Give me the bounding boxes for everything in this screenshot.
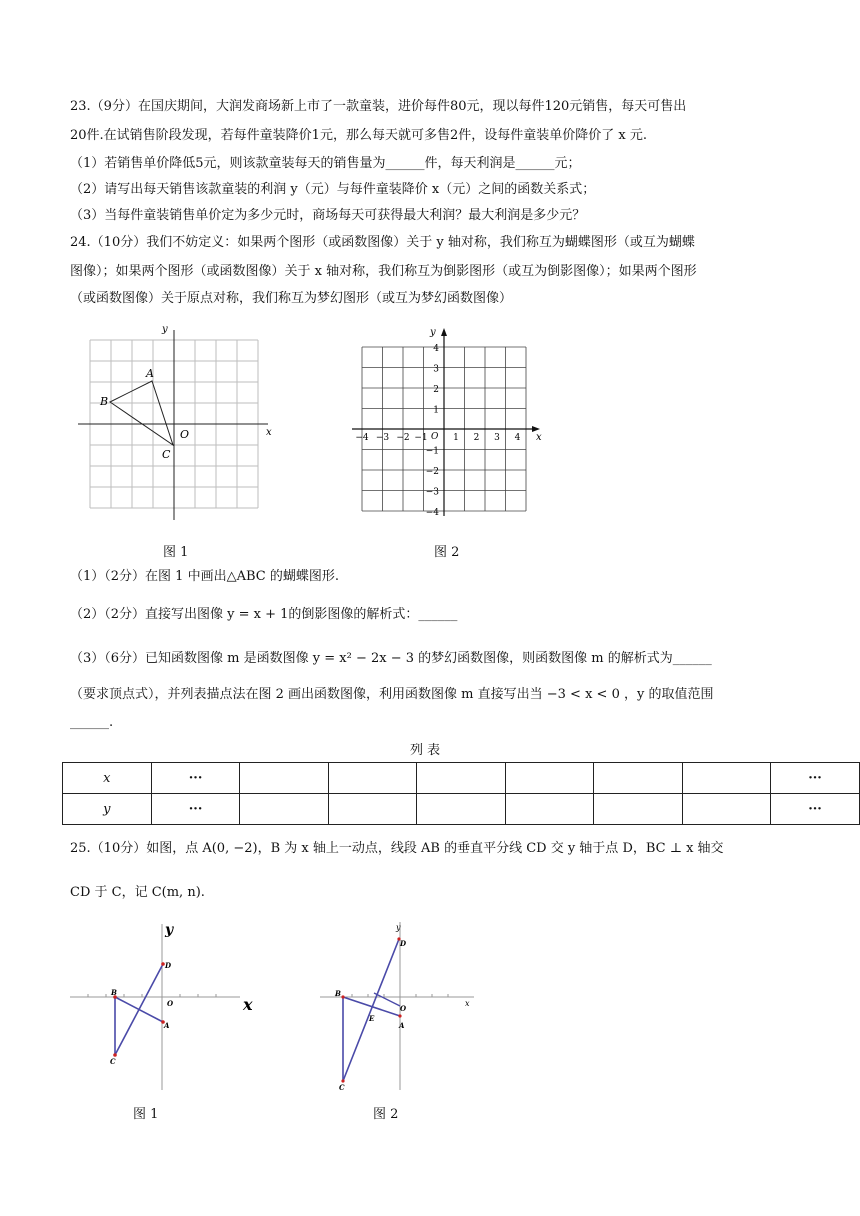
q25f2-label-b: B [335, 989, 341, 998]
q25f1-label-o: O [167, 999, 174, 1008]
q25f1-label-x: x [243, 995, 253, 1014]
q25f2-label-x: x [465, 999, 470, 1008]
q25-intro-line2: CD 于 C，记 C(m, n). [70, 885, 205, 900]
fig2-ytick-label: 4 [433, 344, 439, 354]
fig1-label-x: x [266, 427, 272, 438]
table-cell [240, 763, 328, 794]
table-cell [417, 794, 505, 825]
q24-figure1 [70, 320, 290, 530]
q24-figure2 [340, 320, 550, 525]
table-cell [417, 763, 505, 794]
table-cell: x [63, 763, 152, 794]
q24-fig1-caption: 图 1 [163, 545, 189, 560]
fig2-y-arrow [441, 328, 447, 336]
q24-part1: （1）（2分）在图 1 中画出△ABC 的蝴蝶图形. [70, 569, 339, 584]
table-cell [682, 794, 770, 825]
q25-figure1 [68, 918, 268, 1098]
q24-part3-line2: （要求顶点式），并列表描点法在图 2 画出函数图像，利用函数图像 m 直接写出当 −3 < x < 0 ，y 的取值范围 [70, 687, 714, 702]
q25f2-label-c: C [339, 1083, 345, 1092]
q25-fig2-caption: 图 2 [373, 1107, 399, 1122]
q25f2-label-y: y [396, 923, 401, 932]
q24-part3-line3: ______. [70, 715, 114, 730]
fig2-label-y: y [430, 327, 436, 338]
fig2-ytick-label: −3 [425, 487, 439, 498]
table-cell: ··· [771, 794, 860, 825]
q25f1-label-y: y [165, 922, 174, 938]
fig2-ytick-label: −1 [425, 446, 439, 457]
q25-intro-line1: 25.（10分）如图，点 A(0, −2)，B 为 x 轴上一动点，线段 AB 的垂直平分线 CD 交 y 轴于点 D，BC ⊥ x 轴交 [70, 841, 724, 856]
table-row-x [63, 763, 860, 794]
fig2-xtick-label: 4 [514, 433, 521, 443]
q25f2-label-e: E [369, 1014, 375, 1023]
fig2-xtick-label: 2 [473, 433, 480, 443]
table-cell: ··· [151, 794, 240, 825]
q25f2-label-d: D [400, 939, 407, 948]
table-cell: y [63, 794, 152, 825]
fig2-xtick-label: 1 [453, 433, 459, 443]
q25f1-label-c: C [110, 1057, 116, 1066]
fig1-label-o: O [180, 428, 190, 441]
table-cell [505, 794, 593, 825]
table-row-y [63, 794, 860, 825]
q23-intro-line2: 20件.在试销售阶段发现，若每件童装降价1元，那么每天就可多售2件，设每件童装单价降价了 x 元. [70, 128, 647, 143]
fig1-label-c: C [162, 448, 171, 461]
fig2-xtick-label: −4 [355, 433, 369, 443]
fig2-label-o: O [431, 432, 439, 442]
fig2-xtick-label: −3 [375, 433, 390, 443]
fig1-label-a: A [146, 367, 154, 380]
fig2-xtick-label: 3 [494, 433, 500, 443]
fig2-ytick-label: 3 [433, 364, 439, 375]
q24-value-table [62, 762, 860, 825]
fig2-label-x: x [536, 432, 542, 443]
q25-figure2 [316, 918, 486, 1098]
table-cell: ··· [771, 763, 860, 794]
q25f2-segment-cd [343, 939, 399, 1081]
q25f1-segment-ba [115, 997, 163, 1022]
q23-part1: （1）若销售单价降低5元，则该款童装每天的销售量为______件，每天利润是______元； [70, 156, 581, 171]
fig2-ytick-label: 1 [433, 405, 439, 416]
table-cell [594, 794, 682, 825]
fig2-xtick-label: −1 [414, 433, 428, 443]
table-cell [240, 794, 328, 825]
fig1-label-y: y [162, 324, 168, 335]
q24-intro-line3: （或函数图像）关于原点对称，我们称互为梦幻图形（或互为梦幻函数图像） [70, 291, 513, 306]
q25f2-segment-e [374, 993, 400, 1006]
q25f2-label-a: A [399, 1021, 405, 1030]
q25f2-label-o: O [400, 1004, 407, 1013]
q25-fig1-caption: 图 1 [133, 1107, 159, 1122]
q23-part2: （2）请写出每天销售该款童装的利润 y（元）与每件童装降价 x（元）之间的函数关系式； [70, 182, 596, 197]
fig2-ytick-label: 2 [433, 385, 439, 395]
q24-fig2-caption: 图 2 [434, 545, 460, 560]
q23-intro-line1: 23.（9分）在国庆期间，大润发商场新上市了一款童装，进价每件80元，现以每件120元销售，每天可售出 [70, 99, 687, 114]
fig2-ytick-label: −2 [425, 467, 439, 477]
fig1-triangle-abc [110, 381, 173, 445]
table-cell [328, 763, 416, 794]
q25f1-label-a: A [164, 1021, 170, 1030]
table-cell [682, 763, 770, 794]
table-cell [328, 794, 416, 825]
table-cell [594, 763, 682, 794]
q24-table-title: 列 表 [410, 743, 441, 758]
q24-intro-line1: 24.（10分）我们不妨定义：如果两个图形（或函数图像）关于 y 轴对称，我们称互为蝴蝶图形（或互为蝴蝶 [70, 235, 695, 250]
table-cell: ··· [151, 763, 240, 794]
table-cell [505, 763, 593, 794]
fig2-ytick-label: −4 [425, 508, 439, 518]
q24-intro-line2: 图像）；如果两个图形（或函数图像）关于 x 轴对称，我们称互为倒影图形（或互为倒影图像）；如果两个图形 [70, 264, 697, 279]
q24-part2: （2）（2分）直接写出图像 y = x + 1的倒影图像的解析式：______ [70, 607, 458, 622]
fig2-xtick-label: −2 [396, 433, 410, 443]
q24-part3-line1: （3）（6分）已知函数图像 m 是函数图像 y = x² − 2x − 3 的梦幻函数图像，则函数图像 m 的解析式为______ [70, 651, 712, 666]
q23-part3: （3）当每件童装销售单价定为多少元时，商场每天可获得最大利润？最大利润是多少元？ [70, 208, 586, 223]
q25f1-label-b: B [111, 988, 117, 997]
q25f1-label-d: D [165, 961, 172, 970]
fig1-label-b: B [100, 395, 109, 408]
